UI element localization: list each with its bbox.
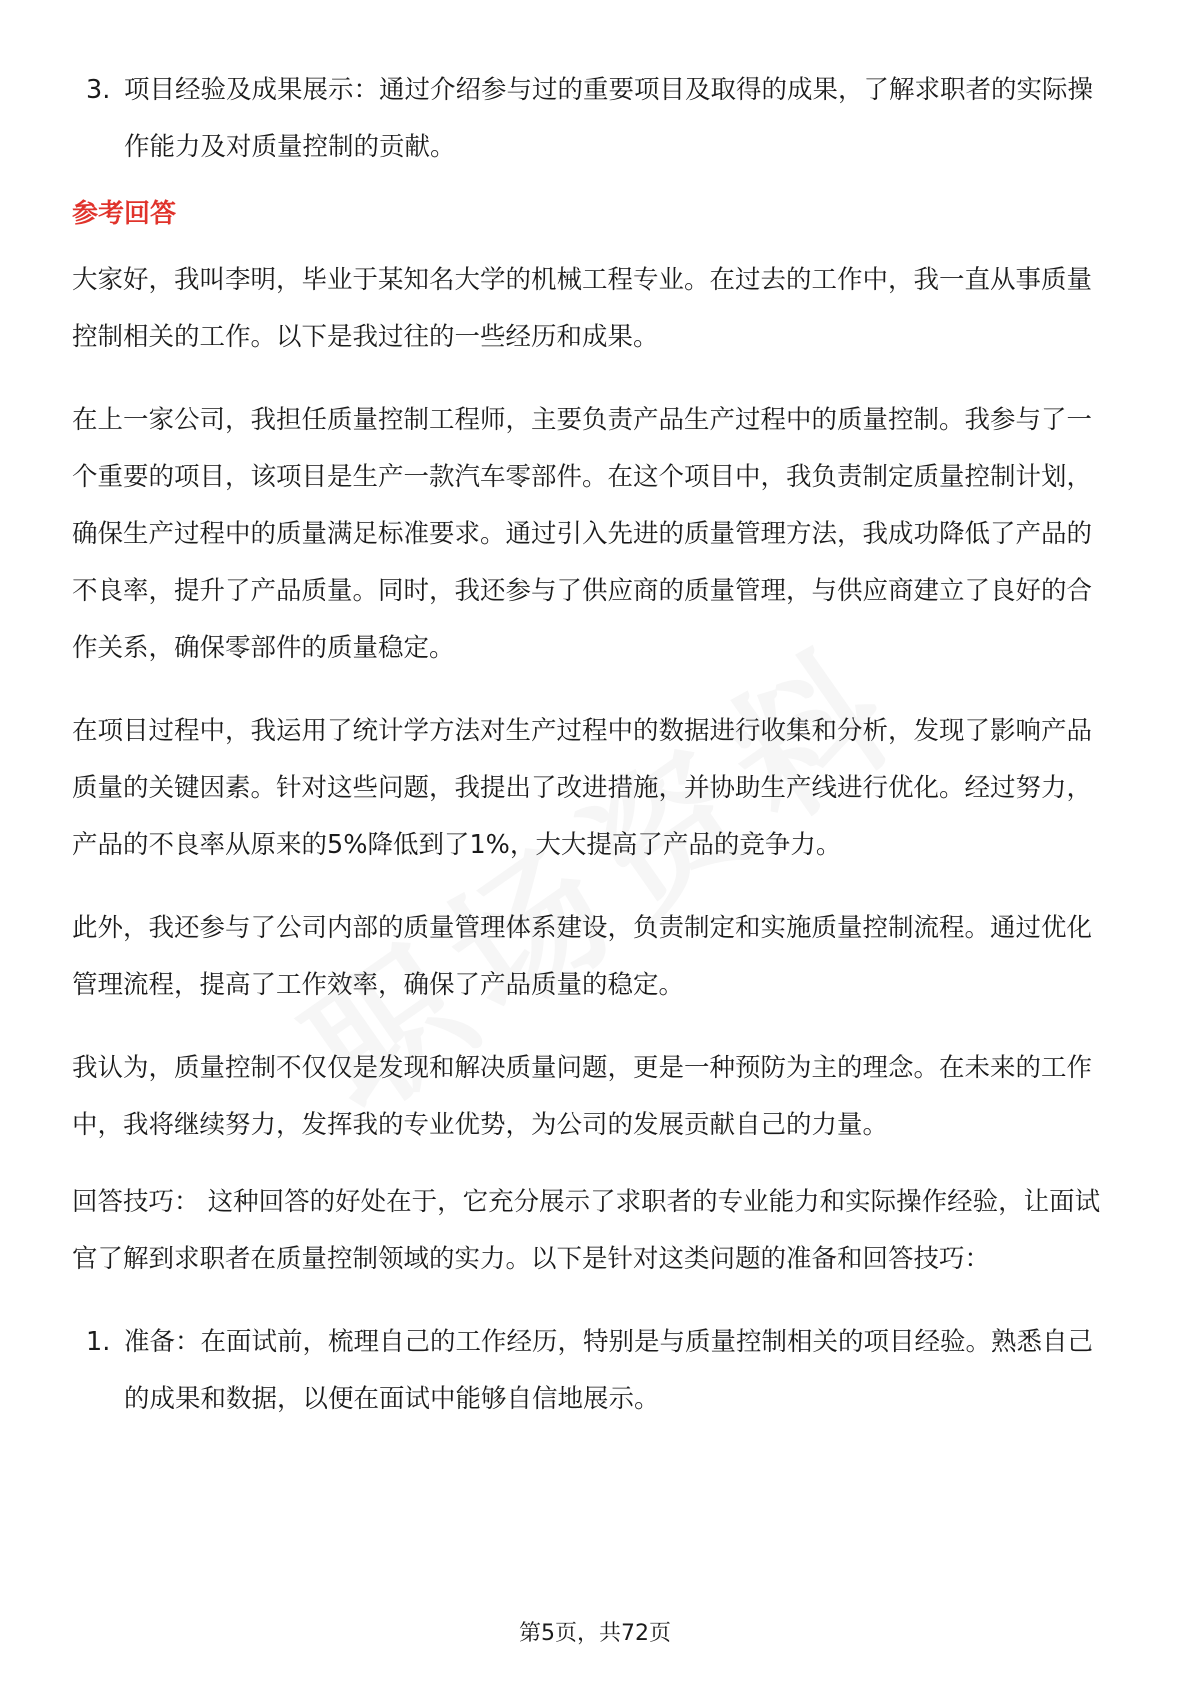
page-footer: 第5页，共72页	[519, 1621, 671, 1646]
list-item-text: 准备：在面试前，梳理自己的工作经历，特别是与质量控制相关的项目经验。熟悉自己的成果和数据，以便在面试中能够自信地展示。	[124, 1327, 1094, 1414]
list-item	[72, 1314, 1112, 1428]
paragraph-answer-tips: 回答技巧： 这种回答的好处在于，它充分展示了求职者的专业能力和实际操作经验，让面试官了解到求职者在质量控制领域的实力。以下是针对这类问题的准备和回答技巧：	[72, 1187, 1101, 1274]
list-item-text: 项目经验及成果展示：通过介绍参与过的重要项目及取得的成果，了解求职者的实际操作能力及对质量控制的贡献。	[124, 75, 1094, 162]
paragraph-philosophy: 我认为，质量控制不仅仅是发现和解决质量问题，更是一种预防为主的理念。在未来的工作中，我将继续努力，发挥我的专业优势，为公司的发展贡献自己的力量。	[72, 1053, 1093, 1140]
paragraph-project-process: 在项目过程中，我运用了统计学方法对生产过程中的数据进行收集和分析，发现了影响产品质量的关键因素。针对这些问题，我提出了改进措施，并协助生产线进行优化。经过努力，产品的不良率从原来的5%降低到了1%，大大提高了产品的竞争力。	[72, 716, 1093, 860]
list-number: 1.	[86, 1327, 111, 1357]
list-number: 3.	[86, 75, 111, 105]
section-heading: 参考回答	[72, 199, 177, 229]
paragraph-intro: 大家好，我叫李明，毕业于某知名大学的机械工程专业。在过去的工作中，我一直从事质量控制相关的工作。以下是我过往的一些经历和成果。	[72, 265, 1093, 352]
paragraph-system-building: 此外，我还参与了公司内部的质量管理体系建设，负责制定和实施质量控制流程。通过优化管理流程，提高了工作效率，确保了产品质量的稳定。	[72, 913, 1093, 1000]
paragraph-previous-company: 在上一家公司，我担任质量控制工程师，主要负责产品生产过程中的质量控制。我参与了一个重要的项目，该项目是生产一款汽车零部件。在这个项目中，我负责制定质量控制计划，确保生产过程中的质量满足标准要求。通过引入先进的质量管理方法，我成功降低了产品的不良率，提升了产品质量。同时，我还参与了供应商的质量管理，与供应商建立了良好的合作关系，确保零部件的质量稳定。	[72, 405, 1093, 663]
page-content	[72, 62, 1112, 1428]
list-item	[72, 62, 1112, 176]
